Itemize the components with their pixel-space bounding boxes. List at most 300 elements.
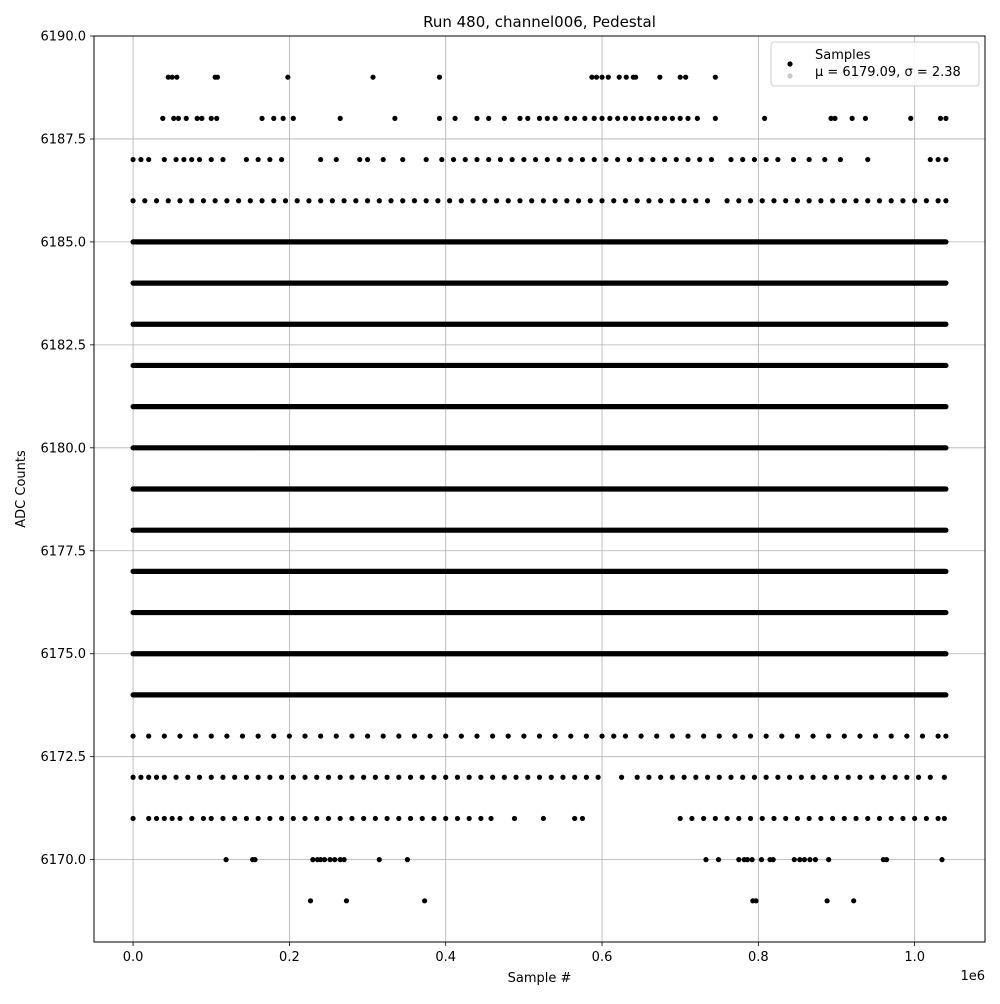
- data-point: [422, 898, 427, 903]
- data-point: [209, 775, 214, 780]
- data-point: [302, 816, 307, 821]
- y-tick-label: 6175.0: [40, 647, 86, 663]
- data-point: [834, 775, 839, 780]
- data-point: [893, 775, 898, 780]
- data-point: [267, 775, 272, 780]
- data-point: [639, 116, 644, 121]
- data-point: [412, 733, 417, 738]
- data-point: [381, 733, 386, 738]
- data-point: [928, 775, 933, 780]
- data-point: [592, 157, 597, 162]
- data-point: [377, 857, 382, 862]
- data-point: [884, 857, 889, 862]
- data-point: [224, 198, 229, 203]
- data-point: [437, 116, 442, 121]
- data-point: [209, 157, 214, 162]
- data-point: [388, 198, 393, 203]
- data-point: [349, 816, 354, 821]
- data-point: [384, 816, 389, 821]
- data-point: [177, 198, 182, 203]
- data-point: [606, 75, 611, 80]
- data-point: [170, 75, 175, 80]
- data-point: [443, 816, 448, 821]
- data-point: [513, 775, 518, 780]
- data-point: [646, 198, 651, 203]
- data-point: [639, 733, 644, 738]
- data-point: [467, 775, 472, 780]
- data-point: [728, 775, 733, 780]
- data-point: [572, 116, 577, 121]
- data-point: [170, 816, 175, 821]
- data-point: [171, 116, 176, 121]
- data-point: [865, 198, 870, 203]
- data-point: [603, 157, 608, 162]
- data-point: [764, 775, 769, 780]
- data-point: [318, 733, 323, 738]
- data-point: [470, 198, 475, 203]
- data-point: [162, 157, 167, 162]
- data-point: [308, 898, 313, 903]
- data-point: [459, 198, 464, 203]
- data-point: [942, 816, 947, 821]
- data-point: [908, 116, 913, 121]
- data-point: [306, 198, 311, 203]
- data-point: [942, 775, 947, 780]
- data-point: [502, 775, 507, 780]
- data-point: [740, 157, 745, 162]
- data-point: [197, 157, 202, 162]
- y-tick-label: 6190.0: [40, 29, 86, 45]
- data-point: [521, 157, 526, 162]
- data-point: [295, 198, 300, 203]
- data-point: [685, 733, 690, 738]
- data-point: [553, 198, 558, 203]
- data-point: [373, 775, 378, 780]
- data-point: [759, 857, 764, 862]
- data-point: [717, 733, 722, 738]
- data-point: [857, 733, 862, 738]
- data-point: [400, 198, 405, 203]
- y-tick-label: 6170.0: [40, 853, 86, 869]
- data-point: [334, 733, 339, 738]
- data-point: [138, 157, 143, 162]
- data-point: [545, 116, 550, 121]
- data-point: [685, 116, 690, 121]
- data-point: [302, 733, 307, 738]
- axis-ticks: [41, 30, 926, 966]
- data-point: [338, 775, 343, 780]
- data-point: [439, 157, 444, 162]
- data-point: [181, 157, 186, 162]
- data-point: [873, 733, 878, 738]
- data-point: [736, 857, 741, 862]
- data-point: [506, 733, 511, 738]
- data-point: [220, 775, 225, 780]
- data-point: [807, 198, 812, 203]
- data-point: [657, 75, 662, 80]
- data-point: [525, 775, 530, 780]
- data-point: [654, 116, 659, 121]
- data-point: [912, 816, 917, 821]
- data-point: [646, 116, 651, 121]
- data-point: [572, 775, 577, 780]
- data-point: [928, 157, 933, 162]
- data-point: [381, 157, 386, 162]
- data-point: [130, 198, 135, 203]
- data-point: [447, 198, 452, 203]
- data-point: [236, 198, 241, 203]
- data-point: [201, 198, 206, 203]
- x-tick-label: 0.8: [747, 950, 769, 965]
- data-point: [517, 198, 522, 203]
- data-point: [146, 816, 151, 821]
- data-point: [488, 816, 493, 821]
- data-point: [685, 157, 690, 162]
- data-point: [259, 116, 264, 121]
- data-point: [635, 775, 640, 780]
- data-point: [607, 116, 612, 121]
- data-point: [162, 733, 167, 738]
- data-point: [826, 857, 831, 862]
- data-point: [486, 157, 491, 162]
- data-point: [478, 775, 483, 780]
- data-point: [938, 116, 943, 121]
- data-point: [545, 157, 550, 162]
- data-point: [580, 157, 585, 162]
- data-point: [924, 816, 929, 821]
- data-point: [572, 816, 577, 821]
- data-point: [130, 733, 135, 738]
- data-point: [797, 857, 802, 862]
- data-point: [553, 733, 558, 738]
- data-point: [838, 157, 843, 162]
- data-point: [713, 816, 718, 821]
- data-point: [792, 857, 797, 862]
- data-point: [846, 775, 851, 780]
- data-point: [365, 733, 370, 738]
- data-point: [611, 198, 616, 203]
- data-point: [322, 857, 327, 862]
- data-point: [592, 116, 597, 121]
- data-point: [342, 198, 347, 203]
- data-point: [683, 75, 688, 80]
- data-point: [541, 816, 546, 821]
- data-point: [681, 198, 686, 203]
- data-point: [189, 157, 194, 162]
- data-point: [173, 775, 178, 780]
- data-point: [936, 157, 941, 162]
- data-point: [822, 157, 827, 162]
- data-point: [482, 198, 487, 203]
- data-point: [904, 733, 909, 738]
- data-point: [130, 775, 135, 780]
- data-point: [728, 157, 733, 162]
- data-point: [795, 733, 800, 738]
- data-point: [209, 116, 214, 121]
- data-point: [344, 898, 349, 903]
- data-point: [146, 733, 151, 738]
- data-point: [889, 733, 894, 738]
- data-point: [291, 775, 296, 780]
- data-point: [166, 198, 171, 203]
- data-point: [670, 733, 675, 738]
- data-point: [745, 857, 750, 862]
- data-point: [215, 75, 220, 80]
- data-points: [130, 75, 948, 904]
- data-point: [279, 816, 284, 821]
- data-point: [553, 116, 558, 121]
- data-point: [431, 775, 436, 780]
- data-point: [244, 157, 249, 162]
- legend: [771, 42, 979, 86]
- data-point: [584, 775, 589, 780]
- data-point: [541, 198, 546, 203]
- data-point: [240, 733, 245, 738]
- data-point: [314, 775, 319, 780]
- data-point: [154, 198, 159, 203]
- data-point: [771, 857, 776, 862]
- data-point: [807, 816, 812, 821]
- data-point: [455, 816, 460, 821]
- data-point: [771, 816, 776, 821]
- data-point: [783, 198, 788, 203]
- data-point: [176, 116, 181, 121]
- data-point: [851, 898, 856, 903]
- data-point: [424, 198, 429, 203]
- data-point: [701, 816, 706, 821]
- data-point: [588, 198, 593, 203]
- data-point: [936, 198, 941, 203]
- y-tick-label: 6172.5: [40, 750, 86, 766]
- data-point: [799, 775, 804, 780]
- data-point: [599, 116, 604, 121]
- data-point: [615, 116, 620, 121]
- data-point: [189, 198, 194, 203]
- data-point: [693, 198, 698, 203]
- y-tick-label: 6177.5: [40, 544, 86, 560]
- data-point: [749, 857, 754, 862]
- data-point: [900, 816, 905, 821]
- data-point: [842, 198, 847, 203]
- data-point: [154, 816, 159, 821]
- data-point: [753, 898, 758, 903]
- data-point: [850, 116, 855, 121]
- data-point: [271, 116, 276, 121]
- data-point: [826, 733, 831, 738]
- data-point: [209, 733, 214, 738]
- data-point: [594, 75, 599, 80]
- data-point: [662, 116, 667, 121]
- data-point: [525, 116, 530, 121]
- data-point: [223, 857, 228, 862]
- data-point: [701, 733, 706, 738]
- data-point: [695, 116, 700, 121]
- data-point: [853, 198, 858, 203]
- data-point: [775, 775, 780, 780]
- data-point: [384, 775, 389, 780]
- data-point: [232, 775, 237, 780]
- data-point: [199, 116, 204, 121]
- data-point: [830, 198, 835, 203]
- data-point: [795, 198, 800, 203]
- data-point: [703, 857, 708, 862]
- data-point: [678, 75, 683, 80]
- data-point: [912, 198, 917, 203]
- data-point: [582, 116, 587, 121]
- data-point: [857, 775, 862, 780]
- data-point: [154, 775, 159, 780]
- data-point: [162, 816, 167, 821]
- data-point: [825, 898, 830, 903]
- data-point: [936, 816, 941, 821]
- data-point: [420, 816, 425, 821]
- data-point: [478, 816, 483, 821]
- data-point: [863, 116, 868, 121]
- data-point: [279, 775, 284, 780]
- data-point: [807, 857, 812, 862]
- data-point: [256, 733, 261, 738]
- data-point: [232, 816, 237, 821]
- data-point: [435, 198, 440, 203]
- data-point: [795, 816, 800, 821]
- chart-title: Run 480, channel006, Pedestal: [423, 13, 656, 31]
- data-point: [639, 157, 644, 162]
- data-point: [779, 733, 784, 738]
- data-point: [184, 116, 189, 121]
- data-point: [130, 816, 135, 821]
- data-point: [943, 733, 948, 738]
- data-point: [338, 116, 343, 121]
- legend-label-samples: Samples: [815, 48, 871, 63]
- data-point: [361, 775, 366, 780]
- data-point: [889, 198, 894, 203]
- data-point: [279, 157, 284, 162]
- data-point: [420, 775, 425, 780]
- data-point: [611, 733, 616, 738]
- data-point: [650, 157, 655, 162]
- data-point: [564, 116, 569, 121]
- data-point: [936, 733, 941, 738]
- data-point: [209, 816, 214, 821]
- data-point: [533, 157, 538, 162]
- data-point: [392, 116, 397, 121]
- data-point: [705, 775, 710, 780]
- data-point: [842, 733, 847, 738]
- data-point: [560, 775, 565, 780]
- data-point: [807, 157, 812, 162]
- data-point: [174, 75, 179, 80]
- data-point: [537, 775, 542, 780]
- data-point: [920, 733, 925, 738]
- data-point: [443, 733, 448, 738]
- data-point: [287, 733, 292, 738]
- data-point: [623, 198, 628, 203]
- data-point: [904, 775, 909, 780]
- data-point: [256, 157, 261, 162]
- data-point: [512, 816, 517, 821]
- data-point: [490, 733, 495, 738]
- data-point: [529, 198, 534, 203]
- data-point: [173, 157, 178, 162]
- data-point: [271, 198, 276, 203]
- data-point: [760, 816, 765, 821]
- data-point: [452, 116, 457, 121]
- data-point: [400, 157, 405, 162]
- data-point: [486, 116, 491, 121]
- data-point: [370, 75, 375, 80]
- y-tick-label: 6182.5: [40, 338, 86, 354]
- data-point: [267, 157, 272, 162]
- data-point: [752, 775, 757, 780]
- data-point: [658, 775, 663, 780]
- data-point: [271, 733, 276, 738]
- data-point: [424, 157, 429, 162]
- data-point: [748, 733, 753, 738]
- data-point: [455, 775, 460, 780]
- data-point: [256, 775, 261, 780]
- data-point: [599, 75, 604, 80]
- data-point: [564, 198, 569, 203]
- y-tick-label: 6185.0: [40, 235, 86, 251]
- data-point: [813, 857, 818, 862]
- data-point: [617, 75, 622, 80]
- data-point: [474, 116, 479, 121]
- data-point: [670, 116, 675, 121]
- data-point: [252, 857, 257, 862]
- data-point: [396, 816, 401, 821]
- data-point: [724, 198, 729, 203]
- data-point: [791, 157, 796, 162]
- data-point: [177, 816, 182, 821]
- data-point: [568, 157, 573, 162]
- data-point: [224, 733, 229, 738]
- x-tick-label: 0.0: [122, 950, 144, 965]
- data-point: [818, 198, 823, 203]
- data-point: [332, 857, 337, 862]
- data-point: [822, 775, 827, 780]
- data-point: [681, 775, 686, 780]
- data-point: [334, 157, 339, 162]
- data-point: [220, 816, 225, 821]
- data-point: [377, 198, 382, 203]
- data-point: [259, 198, 264, 203]
- data-point: [865, 157, 870, 162]
- data-point: [717, 775, 722, 780]
- data-point: [865, 816, 870, 821]
- data-point: [189, 816, 194, 821]
- data-point: [517, 116, 522, 121]
- data-point: [916, 775, 921, 780]
- data-point: [724, 816, 729, 821]
- data-point: [764, 733, 769, 738]
- data-point: [162, 775, 167, 780]
- data-point: [810, 733, 815, 738]
- data-point: [443, 775, 448, 780]
- data-point: [220, 157, 225, 162]
- data-point: [818, 816, 823, 821]
- data-point: [939, 857, 944, 862]
- data-point: [678, 116, 683, 121]
- data-point: [716, 857, 721, 862]
- data-point: [291, 816, 296, 821]
- data-point: [760, 198, 765, 203]
- data-point: [752, 157, 757, 162]
- data-point: [318, 157, 323, 162]
- data-point: [584, 733, 589, 738]
- data-point: [474, 733, 479, 738]
- data-point: [146, 157, 151, 162]
- data-point: [736, 198, 741, 203]
